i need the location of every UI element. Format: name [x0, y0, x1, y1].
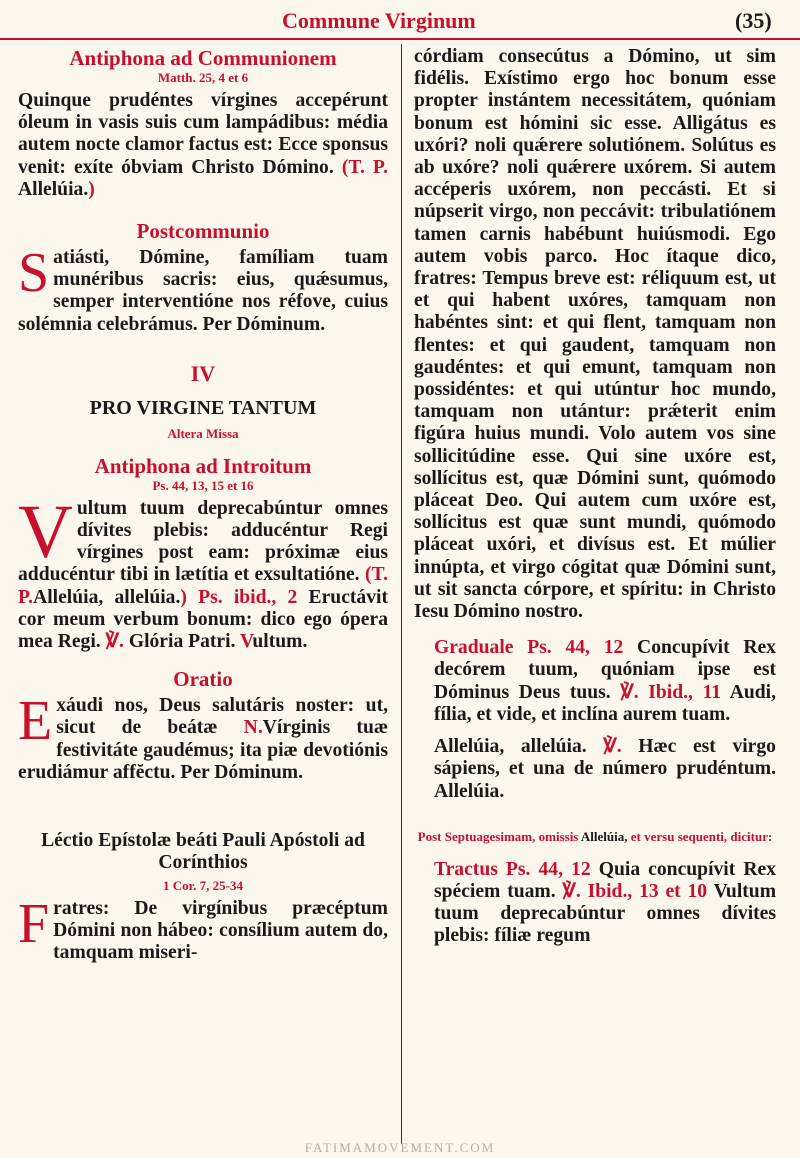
- tract-body: Quia concupívit Rex spéciem tuam.: [434, 858, 776, 902]
- introit-tp-close: ): [180, 586, 187, 608]
- tract-label: Tractus Ps. 44, 12: [434, 858, 591, 880]
- oratio-body1: xáudi nos, Deus salutáris noster: ut, sicut de beátæ: [56, 695, 388, 739]
- epistle-text-right: [414, 46, 776, 623]
- epistle-body-left: ratres: De virgínibus præcéptum Dómini non hábeo: consílium autem do, tamquam miseri-: [53, 898, 388, 964]
- oratio-n: N.: [243, 717, 263, 739]
- epistle-initial: F: [18, 893, 50, 956]
- gradual-versicle: ℣. Ibid., 11: [620, 681, 722, 703]
- introit-repeat-initial: V: [240, 631, 253, 653]
- gradual-body: Concupívit Rex decórem tuum, quóniam ipse est Dóminus Deus tuus.: [434, 637, 776, 703]
- alleluia-verse: Hæc est virgo sápiens, et una de número prudéntum. Allelúia.: [434, 736, 776, 802]
- introit-title: Antiphona ad Introitum: [94, 453, 312, 478]
- introit-initial: V: [18, 489, 73, 574]
- watermark: FATIMAMOVEMENT.COM: [304, 1140, 496, 1155]
- column-divider: [401, 44, 402, 1144]
- page-title: Commune Virginum: [282, 8, 476, 33]
- gradual-verse: Audi, fília, et vide, et inclína aurem tuam.: [434, 681, 776, 725]
- postcommunion-title: Postcommunio: [136, 219, 270, 244]
- tract-versicle: ℣. Ibid., 13 et 10: [562, 880, 708, 902]
- oratio-text: [18, 690, 388, 784]
- introit-text: [18, 489, 388, 653]
- introit-alleluia: Allelúia, allelúia.: [33, 586, 181, 608]
- septuagesima-text1: Post Septuagesimam, omissis: [417, 828, 579, 844]
- alleluia-body: Allelúia, allelúia.: [434, 736, 587, 758]
- section-number: IV: [190, 360, 216, 386]
- epistle-text-left: [18, 893, 388, 965]
- communion-close: ): [88, 178, 95, 200]
- introit-ref: Ps. 44, 13, 15 et 16: [152, 477, 254, 493]
- septuagesima-text2: et versu sequenti, dicitur:: [630, 828, 773, 844]
- postcommunion-body: atiásti, Dómine, famíliam tuam munéribus sacris: eius, quǽsumus, semper interventióne nos réfove, cuius solémnia celebrámus. Per Dóminum.: [18, 247, 388, 335]
- introit-tp: (T. P.: [18, 564, 388, 608]
- communion-title: Antiphona ad Communionem: [69, 46, 337, 70]
- page-header: [0, 0, 800, 38]
- gradual-label: Graduale Ps. 44, 12: [434, 637, 624, 659]
- communion-ref: Matth. 25, 4 et 6: [157, 70, 249, 85]
- introit-ps-ref: Ps. ibid., 2: [198, 586, 298, 608]
- communion-text: [18, 90, 388, 201]
- section-subtitle: Altera Missa: [167, 425, 239, 441]
- introit-gloria: Glória Patri.: [128, 631, 236, 653]
- introit-body: ultum tuum deprecabúntur omnes dívites plebis: adducéntur Regi vírgines post eam: próximæ eius adducéntur tibi in lætítia et exsultatióne.: [18, 497, 388, 586]
- oratio-title: Oratio: [173, 667, 233, 692]
- epistle-ref: 1 Cor. 7, 25-34: [162, 878, 244, 894]
- introit-verse: Eructávit cor meum verbum bonum: dico ego ópera mea Regi.: [18, 586, 388, 653]
- alleluia-versicle: ℣.: [603, 736, 622, 758]
- epistle-body-right: córdiam consecútus a Dómino, ut sim fidélis. Exístimo ergo hoc bonum esse propter instántem necessitátem, quóniam bonum est hómini sic esse. Alligátus es uxóri? noli quǽrere solutiónem. Solútus es ab uxóre? noli quǽrere uxórem. Si autem accéperis uxórem, non peccásti. Et si núpserit virgo, non peccávit: tribulatiónem tamen carnis habébunt huiúsmodi. Ego autem vobis parco. Hoc ítaque dico, fratres: Tempus breve est: réliquum est, ut et qui habent uxóres, tamquam non habéntes sint: et qui flent, tamquam non flentes: et qui gaudent, tamquam non gaudéntes: et qui emunt, tamquam non possidéntes: et qui utúntur hoc mundo, tamquam non utántur: prǽterit enim figúra huius mundi. Volo autem vos sine sollicitúdine esse. Qui sine uxóre est, sollícitus est, quæ Dómini sunt, quómodo pláceat Deo. Qui autem cum uxóre est, sollícitus est quæ sunt mundi, quómodo pláceat uxóri, et divísus est. Et múlier innúpta, et virgo cógitat quæ Dómini sunt, ut sit sancta córpore, et spíritu: in Christo Iesu Dómino nostro.: [414, 46, 776, 623]
- oratio-initial: E: [18, 690, 53, 753]
- left-column: [18, 46, 388, 965]
- communion-tp: (T. P.: [341, 156, 388, 178]
- epistle-title: Léctio Epístolæ beáti Pauli Apóstoli ad Corínthios: [41, 830, 365, 874]
- postcommunion-text: [18, 242, 388, 336]
- header-rule: [0, 38, 800, 40]
- postcommunion-initial: S: [18, 242, 50, 305]
- tract-text: [414, 859, 776, 948]
- alleluia-text: [414, 736, 776, 803]
- versicle-icon: ℣.: [105, 631, 124, 653]
- septuagesima-alleluia: Allelúia,: [580, 828, 628, 844]
- oratio-body2: Vírginis tuæ festivitáte gaudémus; ita piæ devotiónis erudiámur affĕctu. Per Dóminum.: [18, 717, 388, 783]
- right-column: [414, 46, 776, 948]
- page-number: (35): [735, 8, 772, 33]
- introit-repeat-rest: ultum.: [252, 631, 308, 653]
- communion-body: Quinque prudéntes vírgines accepérunt óleum in vasis suis cum lampádibus: média autem nocte clamor factus est: Ecce sponsus venit: exíte óbviam Christo Dómino.: [18, 90, 388, 178]
- gradual-text: [414, 637, 776, 726]
- septuagesima-note: [414, 829, 776, 845]
- section-title: PRO VIRGINE TANTUM: [89, 396, 317, 419]
- communion-alleluia: Allelúia.: [18, 178, 89, 200]
- tract-verse: Vultum tuum deprecabúntur omnes dívites plebis: fíliæ regum: [434, 880, 777, 947]
